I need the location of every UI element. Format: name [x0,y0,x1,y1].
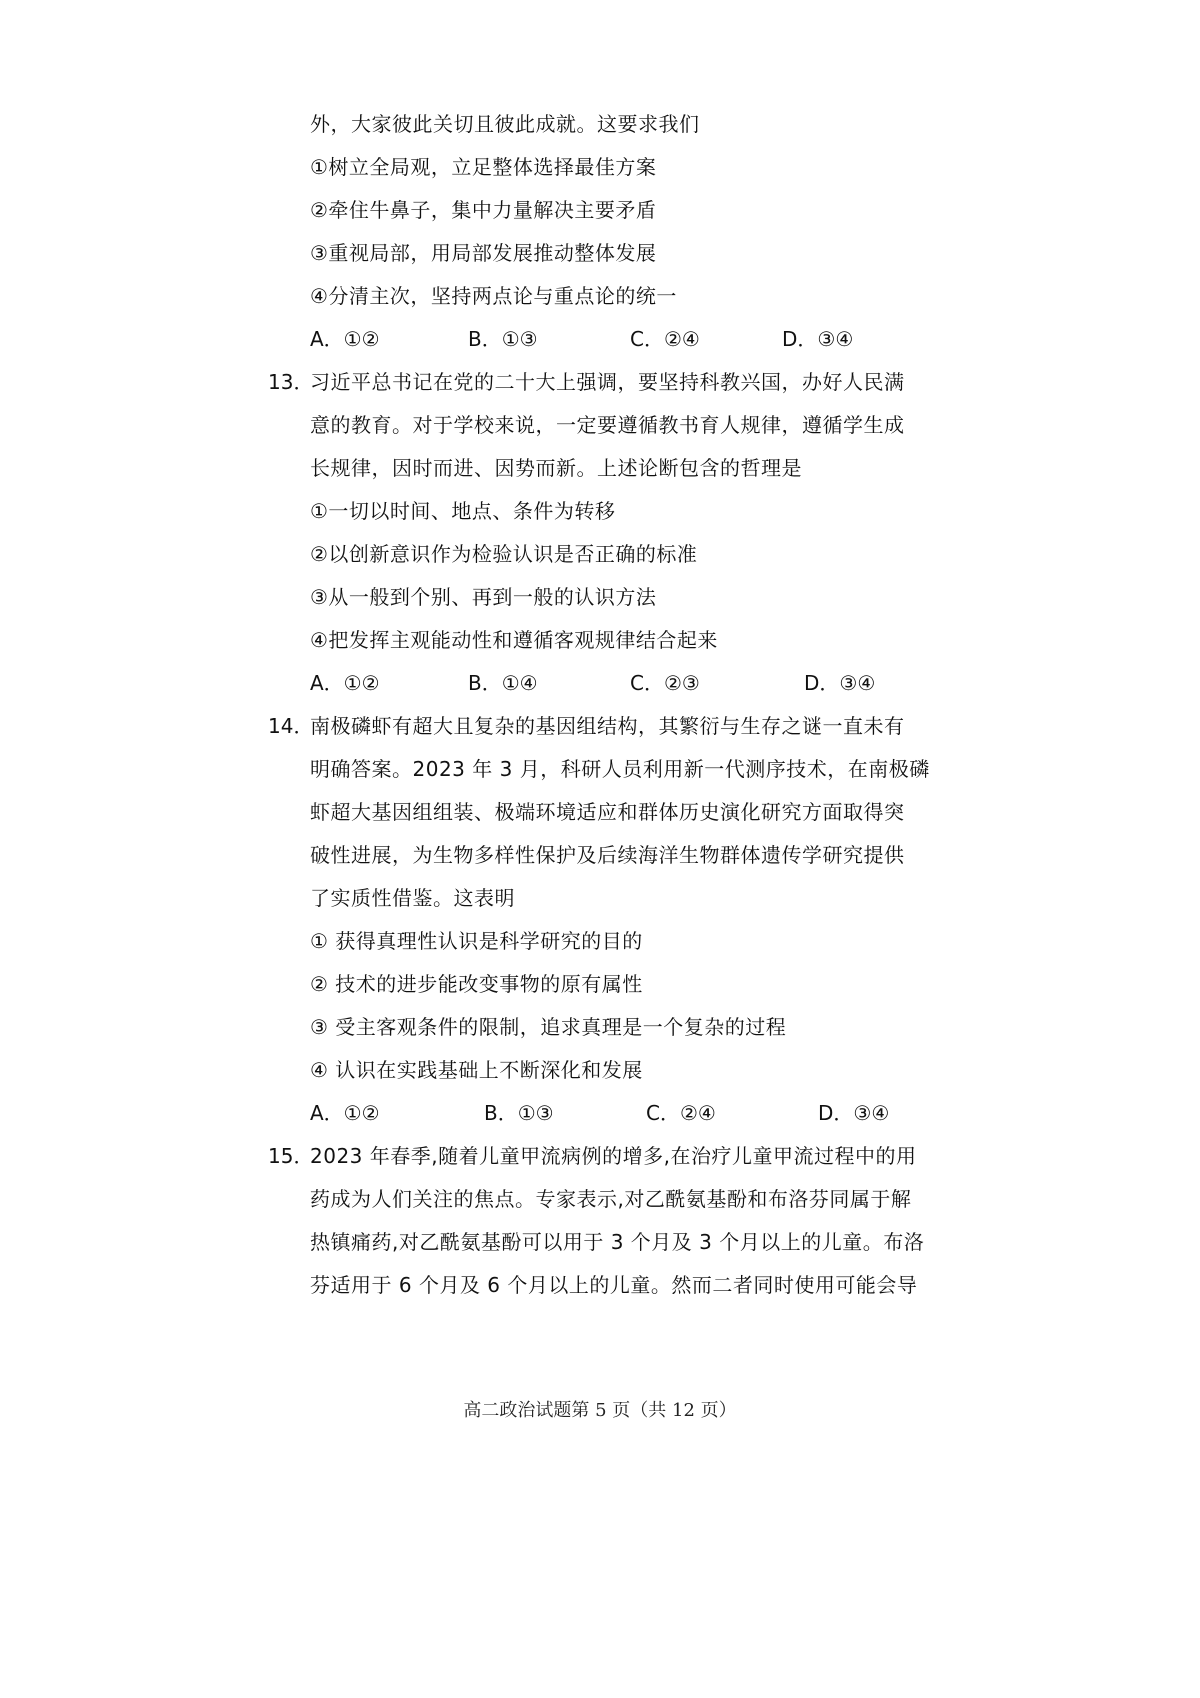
q15-number: 15． [268,1144,314,1168]
q14-stem-line: 破性进展，为生物多样性保护及后续海洋生物群体遗传学研究提供 [310,843,905,867]
q13-stem-line: 习近平总书记在党的二十大上强调，要坚持科教兴国，办好人民满 [310,370,905,394]
q15-stem-line: 药成为人们关注的焦点。专家表示,对乙酰氨基酚和布洛芬同属于解 [310,1187,912,1211]
q13-stem-line: 意的教育。对于学校来说，一定要遵循教书育人规律，遵循学生成 [310,413,905,437]
q13-option-c: C．②③ [630,671,700,695]
q14-number: 14． [268,714,314,738]
q12-item-3: ③重视局部，用局部发展推动整体发展 [310,241,657,265]
q14-option-d: D．③④ [818,1101,890,1125]
q13-option-b: B．①④ [468,671,538,695]
q13-item-2: ②以创新意识作为检验认识是否正确的标准 [310,542,698,566]
q13-item-4: ④把发挥主观能动性和遵循客观规律结合起来 [310,628,718,652]
q13-option-d: D．③④ [804,671,876,695]
q13-number: 13． [268,370,314,394]
q14-item-2: ② 技术的进步能改变事物的原有属性 [310,972,643,996]
q14-option-a: A．①② [310,1101,380,1125]
q13-stem-line: 长规律，因时而进、因势而新。上述论断包含的哲理是 [310,456,802,480]
q14-stem-line: 明确答案。2023 年 3 月，科研人员利用新一代测序技术，在南极磷 [310,757,930,781]
q12-option-b: B．①③ [468,327,538,351]
q12-item-4: ④分清主次，坚持两点论与重点论的统一 [310,284,677,308]
q13-item-3: ③从一般到个别、再到一般的认识方法 [310,585,657,609]
q14-item-3: ③ 受主客观条件的限制，追求真理是一个复杂的过程 [310,1015,787,1039]
q12-option-a: A．①② [310,327,380,351]
q12-option-c: C．②④ [630,327,700,351]
q15-stem-line: 热镇痛药,对乙酰氨基酚可以用于 3 个月及 3 个月以上的儿童。布洛 [310,1230,925,1254]
q14-stem-line: 虾超大基因组组装、极端环境适应和群体历史演化研究方面取得突 [310,800,905,824]
q12-item-2: ②牵住牛鼻子，集中力量解决主要矛盾 [310,198,657,222]
q14-option-c: C．②④ [646,1101,716,1125]
page-footer: 高二政治试题第 5 页（共 12 页） [463,1400,737,1421]
q14-option-b: B．①③ [484,1101,554,1125]
q12-stem-line: 外，大家彼此关切且彼此成就。这要求我们 [310,112,700,136]
q14-item-1: ① 获得真理性认识是科学研究的目的 [310,929,643,953]
q14-stem-line: 了实质性借鉴。这表明 [310,886,515,910]
q14-item-4: ④ 认识在实践基础上不断深化和发展 [310,1058,643,1082]
q15-stem-line: 2023 年春季,随着儿童甲流病例的增多,在治疗儿童甲流过程中的用 [310,1144,917,1168]
q12-option-d: D．③④ [782,327,854,351]
q15-stem-line: 芬适用于 6 个月及 6 个月以上的儿童。然而二者同时使用可能会导 [310,1273,918,1297]
q14-stem-line: 南极磷虾有超大且复杂的基因组结构，其繁衍与生存之谜一直未有 [310,714,905,738]
q13-option-a: A．①② [310,671,380,695]
q13-item-1: ①一切以时间、地点、条件为转移 [310,499,616,523]
q12-item-1: ①树立全局观，立足整体选择最佳方案 [310,155,657,179]
